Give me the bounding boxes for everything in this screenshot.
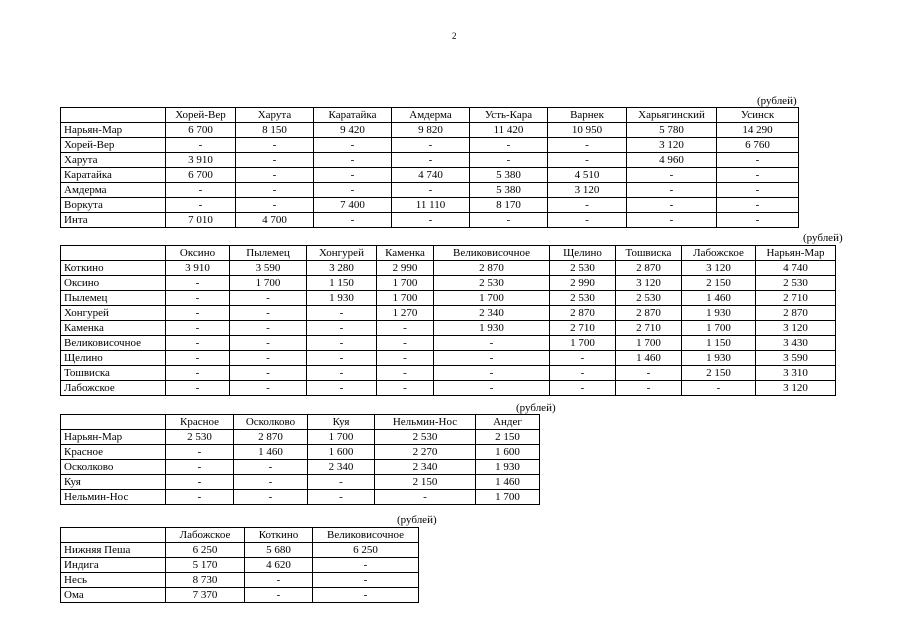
table-cell: - <box>434 336 550 351</box>
row-header: Нарьян-Мар <box>61 430 166 445</box>
table-cell: - <box>308 490 375 505</box>
table-cell: - <box>314 183 392 198</box>
row-header: Нижняя Пеша <box>61 543 166 558</box>
table-cell: - <box>548 213 627 228</box>
table-cell: 1 600 <box>476 445 540 460</box>
corner-cell <box>61 108 166 123</box>
table-cell: 10 950 <box>548 123 627 138</box>
table-row <box>61 490 540 505</box>
column-header: Нарьян-Мар <box>756 246 836 261</box>
table-cell: - <box>717 213 799 228</box>
table-cell: - <box>236 183 314 198</box>
table-row <box>61 198 799 213</box>
table-cell: - <box>627 198 717 213</box>
table-row <box>61 543 419 558</box>
table-cell: 2 870 <box>434 261 550 276</box>
table-cell: 7 400 <box>314 198 392 213</box>
table-cell: - <box>230 336 307 351</box>
table-cell: - <box>166 321 230 336</box>
table-cell: - <box>234 490 308 505</box>
table-cell: - <box>245 588 313 603</box>
tariff-table-3 <box>60 414 540 505</box>
table-cell: 9 420 <box>314 123 392 138</box>
table-cell: 5 680 <box>245 543 313 558</box>
column-header: Куя <box>308 415 375 430</box>
corner-cell <box>61 528 166 543</box>
table-cell: - <box>166 336 230 351</box>
table-cell: - <box>236 153 314 168</box>
header-row <box>61 246 836 261</box>
table-cell: - <box>166 490 234 505</box>
table-cell: 2 990 <box>550 276 616 291</box>
tariff-table-2 <box>60 245 836 396</box>
table-cell: - <box>166 351 230 366</box>
table-cell: - <box>717 183 799 198</box>
table-cell: - <box>377 351 434 366</box>
column-header: Харьягинский <box>627 108 717 123</box>
tariff-table-1 <box>60 107 799 228</box>
table-cell: 1 700 <box>230 276 307 291</box>
table-cell: 1 460 <box>682 291 756 306</box>
table-row <box>61 153 799 168</box>
table-cell: - <box>236 138 314 153</box>
table-cell: 11 110 <box>392 198 470 213</box>
table-cell: - <box>307 366 377 381</box>
table-cell: 2 270 <box>375 445 476 460</box>
table-cell: - <box>377 381 434 396</box>
table-cell: 2 870 <box>616 306 682 321</box>
table-cell: 4 700 <box>236 213 314 228</box>
table-row <box>61 460 540 475</box>
table-cell: - <box>313 558 419 573</box>
table-row <box>61 123 799 138</box>
column-header: Коткино <box>245 528 313 543</box>
table-cell: 3 590 <box>230 261 307 276</box>
table-cell: 6 700 <box>166 123 236 138</box>
table-cell: 6 250 <box>166 543 245 558</box>
row-header: Каратайка <box>61 168 166 183</box>
table-cell: - <box>627 183 717 198</box>
column-header: Оксино <box>166 246 230 261</box>
table-cell: 1 700 <box>434 291 550 306</box>
tariff-table-4 <box>60 527 419 603</box>
table-cell: - <box>230 381 307 396</box>
table-cell: - <box>550 381 616 396</box>
table-cell: - <box>434 381 550 396</box>
table-cell: 2 530 <box>166 430 234 445</box>
row-header: Куя <box>61 475 166 490</box>
table-cell: 6 250 <box>313 543 419 558</box>
table-cell: 1 930 <box>682 351 756 366</box>
table-cell: 1 150 <box>307 276 377 291</box>
table-cell: - <box>236 168 314 183</box>
page-number: 2 <box>452 31 457 41</box>
table-cell: - <box>470 153 548 168</box>
table-cell: 2 530 <box>756 276 836 291</box>
table-row <box>61 261 836 276</box>
table-cell: 1 460 <box>616 351 682 366</box>
table-cell: 2 530 <box>434 276 550 291</box>
table-cell: 2 990 <box>377 261 434 276</box>
table-cell: - <box>307 351 377 366</box>
table-cell: - <box>470 213 548 228</box>
table-cell: - <box>377 321 434 336</box>
table-cell: 11 420 <box>470 123 548 138</box>
table-cell: 2 710 <box>756 291 836 306</box>
unit-label-2: (рублей) <box>803 232 843 244</box>
table-cell: 1 460 <box>476 475 540 490</box>
row-header: Тошвиска <box>61 366 166 381</box>
table-cell: - <box>230 366 307 381</box>
table-cell: 5 780 <box>627 123 717 138</box>
table-cell: 2 710 <box>616 321 682 336</box>
column-header: Пылемец <box>230 246 307 261</box>
table-cell: 5 380 <box>470 168 548 183</box>
column-header: Великовисочное <box>313 528 419 543</box>
table-cell: - <box>392 213 470 228</box>
row-header: Инта <box>61 213 166 228</box>
table-cell: - <box>166 381 230 396</box>
table-cell: 1 700 <box>377 291 434 306</box>
table-cell: 3 310 <box>756 366 836 381</box>
table-cell: 6 760 <box>717 138 799 153</box>
table-cell: - <box>230 291 307 306</box>
table-cell: - <box>548 198 627 213</box>
table-cell: - <box>166 183 236 198</box>
row-header: Амдерма <box>61 183 166 198</box>
table-cell: - <box>627 168 717 183</box>
table-cell: 1 700 <box>476 490 540 505</box>
row-header: Нарьян-Мар <box>61 123 166 138</box>
table-cell: 5 170 <box>166 558 245 573</box>
table-cell: 2 530 <box>375 430 476 445</box>
table-row <box>61 291 836 306</box>
row-header: Великовисочное <box>61 336 166 351</box>
corner-cell <box>61 246 166 261</box>
table-row <box>61 366 836 381</box>
table-cell: 5 380 <box>470 183 548 198</box>
row-header: Красное <box>61 445 166 460</box>
table-cell: 1 700 <box>377 276 434 291</box>
table-cell: 1 460 <box>234 445 308 460</box>
column-header: Великовисочное <box>434 246 550 261</box>
table-row <box>61 213 799 228</box>
table-cell: - <box>313 573 419 588</box>
table-cell: - <box>307 321 377 336</box>
table-cell: - <box>230 321 307 336</box>
table-cell: 3 590 <box>756 351 836 366</box>
column-header: Андег <box>476 415 540 430</box>
table-cell: - <box>377 336 434 351</box>
header-row <box>61 415 540 430</box>
table-row <box>61 558 419 573</box>
table-cell: - <box>166 445 234 460</box>
table-cell: - <box>392 153 470 168</box>
table-row <box>61 168 799 183</box>
table-cell: 3 910 <box>166 153 236 168</box>
table-cell: 2 530 <box>550 261 616 276</box>
table-cell: 1 270 <box>377 306 434 321</box>
table-cell: 8 170 <box>470 198 548 213</box>
table-cell: - <box>234 475 308 490</box>
table-cell: - <box>314 153 392 168</box>
table-cell: - <box>313 588 419 603</box>
table-cell: 4 740 <box>392 168 470 183</box>
table-cell: - <box>616 366 682 381</box>
column-header: Усть-Кара <box>470 108 548 123</box>
table-cell: 4 510 <box>548 168 627 183</box>
table-cell: 4 740 <box>756 261 836 276</box>
corner-cell <box>61 415 166 430</box>
table-cell: - <box>245 573 313 588</box>
table-cell: - <box>230 351 307 366</box>
column-header: Нельмин-Нос <box>375 415 476 430</box>
table-cell: - <box>230 306 307 321</box>
table-row <box>61 381 836 396</box>
table-cell: 1 600 <box>308 445 375 460</box>
table-cell: - <box>717 198 799 213</box>
table-cell: 1 930 <box>682 306 756 321</box>
row-header: Оксино <box>61 276 166 291</box>
column-header: Лабожское <box>166 528 245 543</box>
row-header: Хорей-Вер <box>61 138 166 153</box>
row-header: Несь <box>61 573 166 588</box>
table-cell: 1 930 <box>307 291 377 306</box>
unit-label-4: (рублей) <box>397 514 437 526</box>
table-row <box>61 588 419 603</box>
table-cell: - <box>166 475 234 490</box>
table-cell: - <box>234 460 308 475</box>
column-header: Щелино <box>550 246 616 261</box>
table-cell: - <box>308 475 375 490</box>
row-header: Щелино <box>61 351 166 366</box>
table-cell: 8 150 <box>236 123 314 138</box>
row-header: Каменка <box>61 321 166 336</box>
table-cell: - <box>627 213 717 228</box>
table-cell: 4 620 <box>245 558 313 573</box>
table-cell: 2 530 <box>616 291 682 306</box>
column-header: Лабожское <box>682 246 756 261</box>
table-row <box>61 351 836 366</box>
table-cell: 1 700 <box>308 430 375 445</box>
table-cell: 7 010 <box>166 213 236 228</box>
table-cell: - <box>392 183 470 198</box>
column-header: Харута <box>236 108 314 123</box>
table-cell: 1 700 <box>616 336 682 351</box>
table-row <box>61 276 836 291</box>
column-header: Красное <box>166 415 234 430</box>
table-cell: 1 700 <box>682 321 756 336</box>
row-header: Хонгурей <box>61 306 166 321</box>
table-cell: - <box>314 213 392 228</box>
row-header: Ома <box>61 588 166 603</box>
table-cell: - <box>307 336 377 351</box>
header-row <box>61 528 419 543</box>
table-cell: 2 710 <box>550 321 616 336</box>
table-cell: 2 870 <box>550 306 616 321</box>
table-cell: - <box>166 276 230 291</box>
table-cell: 3 120 <box>756 381 836 396</box>
table-row <box>61 321 836 336</box>
table-row <box>61 138 799 153</box>
table-cell: 3 120 <box>756 321 836 336</box>
table-cell: 3 430 <box>756 336 836 351</box>
row-header: Коткино <box>61 261 166 276</box>
table-cell: 14 290 <box>717 123 799 138</box>
row-header: Харута <box>61 153 166 168</box>
table-cell: 3 120 <box>682 261 756 276</box>
table-row <box>61 336 836 351</box>
table-cell: 3 910 <box>166 261 230 276</box>
table-cell: 2 340 <box>375 460 476 475</box>
table-row <box>61 430 540 445</box>
table-cell: - <box>548 153 627 168</box>
row-header: Лабожское <box>61 381 166 396</box>
column-header: Хорей-Вер <box>166 108 236 123</box>
table-row <box>61 445 540 460</box>
table-cell: - <box>166 291 230 306</box>
table-cell: 2 870 <box>234 430 308 445</box>
table-cell: - <box>392 138 470 153</box>
table-cell: 1 700 <box>550 336 616 351</box>
table-cell: 1 930 <box>476 460 540 475</box>
table-cell: - <box>616 381 682 396</box>
table-cell: 2 870 <box>616 261 682 276</box>
column-header: Хонгурей <box>307 246 377 261</box>
table-cell: 2 340 <box>308 460 375 475</box>
unit-label-3: (рублей) <box>516 402 556 414</box>
table-cell: - <box>548 138 627 153</box>
table-cell: 1 150 <box>682 336 756 351</box>
table-cell: 2 150 <box>682 366 756 381</box>
table-cell: - <box>682 381 756 396</box>
column-header: Тошвиска <box>616 246 682 261</box>
table-cell: - <box>166 198 236 213</box>
table-cell: - <box>307 306 377 321</box>
row-header: Осколково <box>61 460 166 475</box>
table-cell: - <box>550 366 616 381</box>
table-cell: - <box>717 168 799 183</box>
table-cell: 2 870 <box>756 306 836 321</box>
table-cell: 2 530 <box>550 291 616 306</box>
table-row <box>61 573 419 588</box>
column-header: Варнек <box>548 108 627 123</box>
table-cell: - <box>314 138 392 153</box>
table-cell: 6 700 <box>166 168 236 183</box>
table-cell: - <box>550 351 616 366</box>
table-cell: 4 960 <box>627 153 717 168</box>
table-cell: 2 150 <box>682 276 756 291</box>
table-cell: 3 120 <box>548 183 627 198</box>
table-cell: 8 730 <box>166 573 245 588</box>
table-cell: 2 150 <box>476 430 540 445</box>
table-cell: - <box>307 381 377 396</box>
table-cell: 3 280 <box>307 261 377 276</box>
column-header: Амдерма <box>392 108 470 123</box>
table-cell: 2 340 <box>434 306 550 321</box>
table-cell: - <box>717 153 799 168</box>
column-header: Каратайка <box>314 108 392 123</box>
column-header: Осколково <box>234 415 308 430</box>
row-header: Нельмин-Нос <box>61 490 166 505</box>
table-cell: - <box>166 460 234 475</box>
table-row <box>61 306 836 321</box>
table-cell: 9 820 <box>392 123 470 138</box>
table-cell: - <box>166 138 236 153</box>
table-cell: 2 150 <box>375 475 476 490</box>
column-header: Усинск <box>717 108 799 123</box>
table-row <box>61 183 799 198</box>
table-cell: - <box>166 366 230 381</box>
table-cell: 1 930 <box>434 321 550 336</box>
table-cell: 3 120 <box>616 276 682 291</box>
row-header: Пылемец <box>61 291 166 306</box>
table-cell: - <box>166 306 230 321</box>
header-row <box>61 108 799 123</box>
table-cell: - <box>434 366 550 381</box>
row-header: Воркута <box>61 198 166 213</box>
table-row <box>61 475 540 490</box>
table-cell: - <box>314 168 392 183</box>
table-cell: - <box>470 138 548 153</box>
table-cell: - <box>377 366 434 381</box>
table-cell: - <box>434 351 550 366</box>
unit-label-1: (рублей) <box>757 95 797 107</box>
table-cell: - <box>236 198 314 213</box>
column-header: Каменка <box>377 246 434 261</box>
table-cell: - <box>375 490 476 505</box>
table-cell: 7 370 <box>166 588 245 603</box>
row-header: Индига <box>61 558 166 573</box>
table-cell: 3 120 <box>627 138 717 153</box>
